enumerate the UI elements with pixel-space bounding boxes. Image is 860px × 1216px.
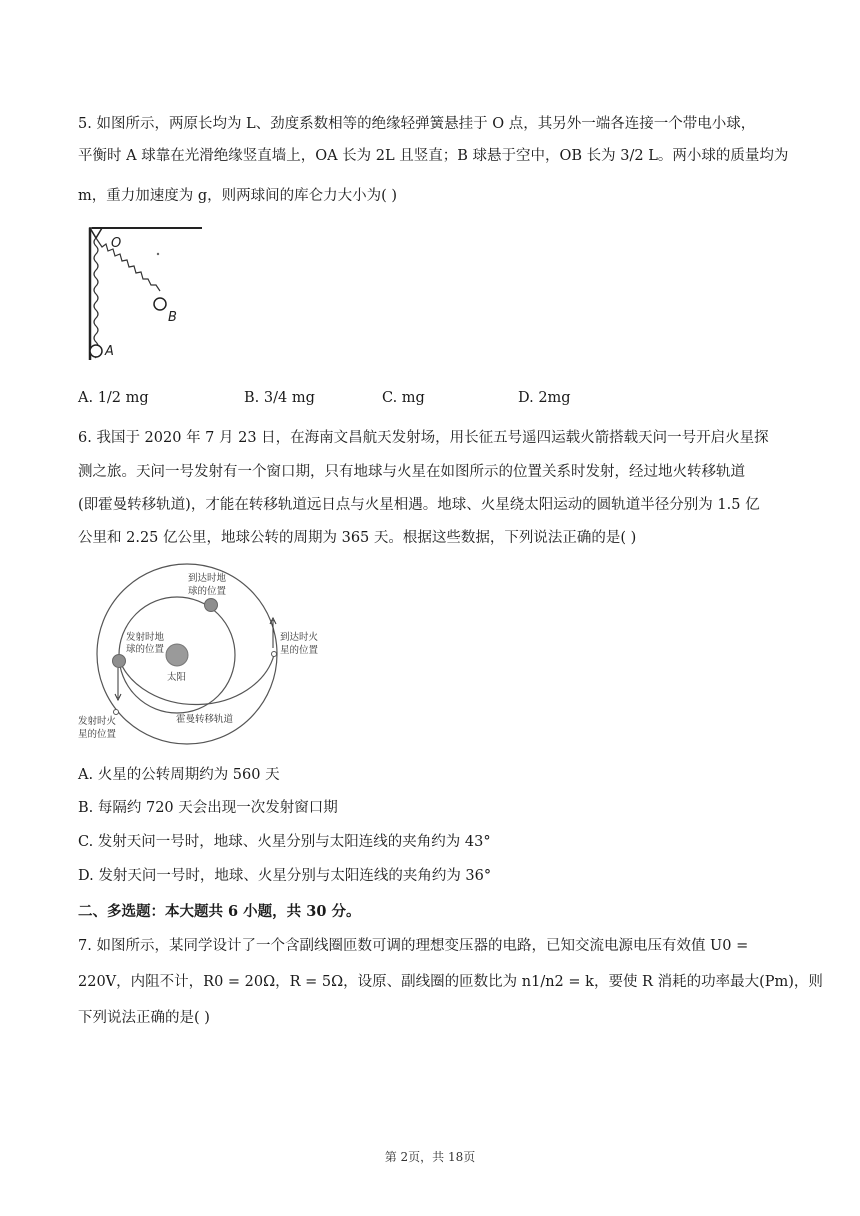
q7-text-segment: 7. 如图所示，某同学设计了一个含副线圈匝数可调的理想变压器的电路，已知交流电源电压有效值 U0 = bbox=[78, 938, 749, 954]
q6-text-segment: 6. 我国于 2020 年 7 月 23 日，在海南文昌航天发射场，用长征五号遥四运载火箭搭载天问一号开启火星探 bbox=[78, 430, 769, 446]
q6-option-a bbox=[78, 765, 280, 785]
q7-text-segment: 220V，内阻不计，R0 = 20Ω，R = 5Ω，设原、副线圈的匝数比为 n1/n2 = k，要使 R 消耗的功率最大(Pm)，则 bbox=[78, 974, 823, 990]
q6-option-c bbox=[78, 832, 491, 852]
label-hohmann: 霍曼转移轨道 bbox=[176, 714, 234, 725]
q7-stem-line-1 bbox=[78, 936, 748, 956]
label-b: B bbox=[168, 310, 177, 325]
q6-stem-line-2 bbox=[78, 462, 745, 482]
q6-option-b-text: B. 每隔约 720 天会出现一次发射窗口期 bbox=[78, 800, 338, 816]
q6-text-segment: 测之旅。天问一号发射有一个窗口期，只有地球与火星在如图所示的位置关系时发射，经过地火转移轨道 bbox=[78, 464, 745, 480]
q5-option-c-text: C. mg bbox=[382, 390, 425, 406]
q6-text-segment: 公里和 2.25 亿公里，地球公转的周期为 365 天。根据这些数据，下列说法正确的是( ) bbox=[78, 530, 637, 546]
label-launch-earth-1: 发射时地 bbox=[126, 632, 165, 643]
section-heading: 二、多选题：本大题共 6 小题，共 30 分。 bbox=[78, 903, 361, 920]
spring-ob bbox=[96, 238, 160, 291]
q6-stem-line-4 bbox=[78, 528, 636, 548]
page-footer: 第 2页，共 18页 bbox=[384, 1150, 476, 1164]
label-launch-mars-2: 星的位置 bbox=[78, 729, 117, 740]
q6-option-b bbox=[78, 798, 338, 818]
q5-stem-line-1 bbox=[78, 114, 755, 134]
q5-option-a bbox=[78, 387, 149, 409]
q6-option-c-text: C. 发射天问一号时，地球、火星分别与太阳连线的夹角约为 43° bbox=[78, 834, 491, 850]
label-arrive-earth-2: 球的位置 bbox=[188, 586, 227, 597]
sun bbox=[166, 644, 188, 666]
label-launch-earth-2: 球的位置 bbox=[126, 644, 165, 655]
q6-stem-line-1 bbox=[78, 428, 769, 448]
q7-text-segment: 下列说法正确的是( ) bbox=[78, 1010, 210, 1026]
q5-text-segment: 5. 如图所示，两原长均为 L、劲度系数相等的绝缘轻弹簧悬挂于 O 点，其另外一端各连接一个带电小球， bbox=[78, 116, 756, 132]
q6-option-d bbox=[78, 866, 491, 886]
pivot-mark bbox=[90, 228, 102, 238]
q5-option-b bbox=[244, 387, 315, 409]
label-a: A bbox=[105, 344, 114, 359]
q6-orbit-figure bbox=[76, 560, 319, 746]
speck-mark bbox=[157, 253, 159, 255]
q7-stem-line-3 bbox=[78, 1008, 210, 1028]
q6-text-segment: (即霍曼转移轨道)，才能在转移轨道远日点与火星相遇。地球、火星绕太阳运动的圆轨道半径分别为 1.5 亿 bbox=[78, 497, 760, 513]
mars-arrive bbox=[272, 652, 277, 657]
q5-option-b-text: B. 3/4 mg bbox=[244, 390, 315, 406]
q5-option-a-text: A. 1/2 mg bbox=[78, 390, 149, 406]
q5-option-d bbox=[518, 387, 571, 409]
q6-option-a-text: A. 火星的公转周期约为 560 天 bbox=[78, 767, 280, 783]
label-sun: 太阳 bbox=[167, 672, 187, 683]
hohmann-orbit bbox=[119, 655, 274, 705]
label-arrive-mars-1: 到达时火 bbox=[280, 632, 319, 643]
spring-oa bbox=[94, 238, 98, 358]
label-arrive-earth-1: 到达时地 bbox=[188, 573, 227, 584]
label-arrive-mars-2: 星的位置 bbox=[280, 645, 319, 656]
q5-text-segment: m，重力加速度为 g，则两球间的库仑力大小为( ) bbox=[78, 188, 398, 204]
q5-stem-line-2 bbox=[78, 146, 788, 166]
ball-b bbox=[154, 298, 166, 310]
mars-launch bbox=[114, 710, 119, 715]
earth-arrive bbox=[205, 599, 218, 612]
q6-stem-line-3 bbox=[78, 495, 760, 515]
earth-launch bbox=[113, 655, 126, 668]
q5-option-d-text: D. 2mg bbox=[518, 390, 571, 406]
q5-stem-line-3 bbox=[78, 186, 397, 206]
q5-spring-figure bbox=[80, 222, 205, 364]
q5-text-segment: 平衡时 A 球靠在光滑绝缘竖直墙上，OA 长为 2L 且竖直；B 球悬于空中，OB 长为 3/2 L。两小球的质量均为 bbox=[78, 148, 789, 164]
ball-a bbox=[90, 345, 102, 357]
q7-stem-line-2 bbox=[78, 972, 823, 992]
q5-option-c bbox=[382, 387, 425, 409]
q6-option-d-text: D. 发射天问一号时，地球、火星分别与太阳连线的夹角约为 36° bbox=[78, 868, 492, 884]
label-launch-mars-1: 发射时火 bbox=[78, 716, 117, 727]
label-o: O bbox=[111, 236, 122, 251]
